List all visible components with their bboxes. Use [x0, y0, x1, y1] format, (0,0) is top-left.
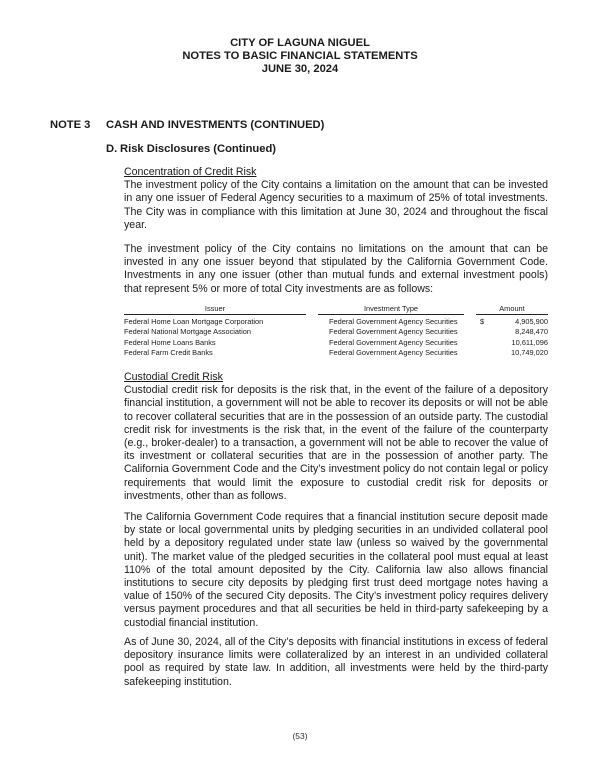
custodial-paragraph-3-block	[124, 636, 548, 689]
cell-issuer: Federal Home Loan Mortgage Corporation	[124, 317, 264, 327]
custodial-paragraph-2-block	[124, 511, 548, 630]
section-heading	[106, 143, 276, 155]
issuer-investments-table	[124, 304, 548, 358]
custodial-paragraph-1: Custodial credit risk for deposits is the risk that, in the event of the failure of a depository financial institution, a government will not be able to recover its deposits or will not be able to recover collateral securities that are in the possession of an outside party. The custodial credit risk for investments is the risk that, in the event of the failure of the counterparty (e.g., broker-dealer) to a transaction, a government will not be able to recover the value of its investment or collateral securities that are in the possession of another party. The California Government Code and the City’s investment policy do not contain legal or policy requirements that would limit the exposure to custodial credit risk for deposits or investments, other than as follows.	[124, 384, 548, 502]
custodial-paragraph-2: The California Government Code requires that a financial institution secure deposit made by state or local governmental units by pledging securities in an undivided collateral pool held by a depository regulated under state law (unless so waived by the governmental unit). The market value of the pledged securities in the collateral pool must equal at least 110% of the total amount deposited by the City. California law also allows financial institutions to secure city deposits by pledging first trust deed mortgage notes having a value of 150% of the secured City deposits. The City’s investment policy requires delivery versus payment procedures and that all securities be held in third-party safekeeping by a custodial financial institution.	[124, 511, 548, 629]
custodial-section	[124, 371, 548, 503]
cell-issuer: Federal Farm Credit Banks	[124, 347, 213, 357]
table-row	[124, 338, 548, 348]
section-title: Risk Disclosures (Continued)	[120, 143, 277, 155]
section-letter: D.	[106, 143, 118, 155]
concentration-paragraph-2: The investment policy of the City contains no limitations on the amount that can be invested in any one issuer beyond that stipulated by the California Government Code. Investments in any one issuer (other than mutual funds and external investment pools) that represent 5% or more of total City investments are as follows:	[124, 243, 548, 295]
document-header	[0, 37, 600, 76]
custodial-paragraph-3: As of June 30, 2024, all of the City’s deposits with financial institutions in excess of federal depository insurance limits were collateralized by an interest in an undivided collateral pool as required by state law. In addition, all investments were held by the third-party safekeeping institution.	[124, 636, 548, 688]
concentration-title: Concentration of Credit Risk	[124, 166, 257, 178]
note-heading	[50, 119, 324, 131]
table-header-row	[124, 304, 548, 317]
header-amount: Amount	[476, 304, 548, 317]
cell-issuer: Federal National Mortgage Association	[124, 327, 251, 337]
cell-type: Federal Government Agency Securities	[329, 327, 458, 337]
cell-amount: 8,248,470	[515, 327, 548, 337]
cell-type: Federal Government Agency Securities	[329, 337, 458, 347]
custodial-title: Custodial Credit Risk	[124, 371, 223, 383]
cell-amount: 10,749,020	[511, 347, 548, 357]
concentration-section	[124, 166, 548, 232]
cell-type: Federal Government Agency Securities	[329, 317, 458, 327]
cell-amount: 10,611,096	[511, 337, 548, 347]
header-title: NOTES TO BASIC FINANCIAL STATEMENTS	[182, 50, 418, 62]
table-row	[124, 348, 548, 358]
header-date: JUNE 30, 2024	[261, 63, 339, 75]
note-title: CASH AND INVESTMENTS (CONTINUED)	[106, 119, 325, 131]
cell-type: Federal Government Agency Securities	[329, 347, 458, 357]
cell-amount: $ 4,905,900	[480, 317, 548, 327]
table-row	[124, 327, 548, 337]
header-issuer: Issuer	[124, 304, 306, 317]
concentration-paragraph-2-block	[124, 243, 548, 296]
header-city: CITY OF LAGUNA NIGUEL	[230, 37, 370, 49]
cell-issuer: Federal Home Loans Banks	[124, 337, 216, 347]
concentration-paragraph-1: The investment policy of the City contains a limitation on the amount that can be invested in any one issuer of Federal Agency securities to a maximum of 25% of total investments. The City was in compliance with this limitation at June 30, 2024 and throughout the fiscal year.	[124, 179, 548, 231]
table-row	[124, 317, 548, 327]
note-number: NOTE 3	[50, 119, 91, 131]
header-investment-type: Investment Type	[318, 304, 464, 317]
page-number: (53)	[292, 731, 308, 741]
